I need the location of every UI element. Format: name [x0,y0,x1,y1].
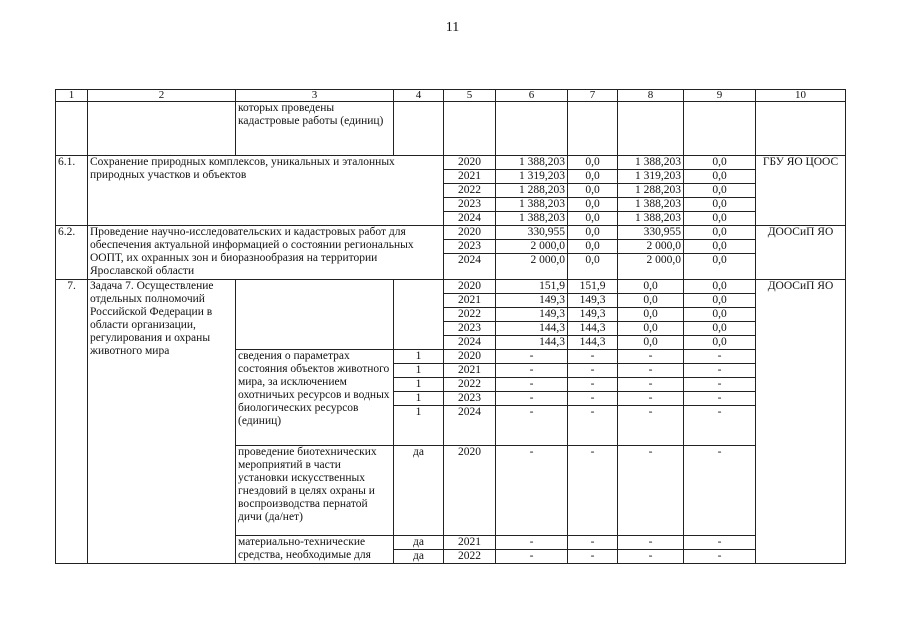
indicator-cell: материально-технические средства, необходимые для [236,536,394,564]
table-row: 2024 2 000,0 0,0 2 000,0 0,0 [56,254,846,280]
header-cell: 8 [618,90,684,102]
program-table [55,89,846,564]
table-row: 2023 2 000,0 0,0 2 000,0 0,0 [56,240,846,254]
table-row: 2024 1 388,203 0,0 1 388,203 0,0 [56,212,846,226]
row-number: 6.2. [56,226,88,280]
table-row: 1 2022 - - - - [56,378,846,392]
measure-name: Сохранение природных комплексов, уникальных и эталонных природных участков и объектов [88,156,444,226]
table-row: 1 2024 - - - - [56,406,846,446]
indicator-cell: сведения о параметрах состояния объектов животного мира, за исключением охотничьих ресурсов и водных биологических ресурсов (единиц) [236,350,394,446]
table-row: 2023 144,3 144,3 0,0 0,0 [56,322,846,336]
table-row: 2021 149,3 149,3 0,0 0,0 [56,294,846,308]
table-row: 6.1. Сохранение природных комплексов, уникальных и эталонных природных участков и объектов 2020 1 388,203 0,0 1 388,203 0,0 ГБУ ЯО ЦООС [56,156,846,170]
table-row: 2024 144,3 144,3 0,0 0,0 [56,336,846,350]
header-row [56,90,846,102]
table-row: 2022 149,3 149,3 0,0 0,0 [56,308,846,322]
table-row: да 2022 - - - - [56,550,846,564]
continuation-row [56,102,846,156]
table-row: 7. Задача 7. Осуществление отдельных полномочий Российской Федерации в области организации, регулирования и охраны животного мира 2020 151,9 151,9 0,0 0,0 ДООСиП ЯО [56,280,846,294]
executor: ГБУ ЯО ЦООС [756,156,846,226]
row-number: 6.1. [56,156,88,226]
table-row: проведение биотехнических мероприятий в части установки искусственных гнездовий в целях охраны и воспроизводства пернатой дичи (да/нет) да 2020 - - - - [56,446,846,536]
table-row: 1 2021 - - - - [56,364,846,378]
header-cell: 3 [236,90,394,102]
executor: ДООСиП ЯО [756,280,846,564]
table-row: 2023 1 388,203 0,0 1 388,203 0,0 [56,198,846,212]
header-cell: 9 [684,90,756,102]
header-cell: 1 [56,90,88,102]
row-number: 7. [56,280,88,564]
header-cell: 6 [496,90,568,102]
task-name: Задача 7. Осуществление отдельных полномочий Российской Федерации в области организации, регулирования и охраны животного мира [88,280,236,564]
table-row: 1 2023 - - - - [56,392,846,406]
table-row: 2021 1 319,203 0,0 1 319,203 0,0 [56,170,846,184]
table-row: сведения о параметрах состояния объектов животного мира, за исключением охотничьих ресурсов и водных биологических ресурсов (единиц) 1 2020 - - - - [56,350,846,364]
header-cell: 10 [756,90,846,102]
measure-name: Проведение научно-исследовательских и кадастровых работ для обеспечения актуальной информацией о состоянии региональных ООПТ, их охранных зон и биоразнообразия на территории Ярославской области [88,226,444,280]
table-row: материально-технические средства, необходимые для да 2021 - - - - [56,536,846,550]
header-cell: 2 [88,90,236,102]
indicator-cell: проведение биотехнических мероприятий в части установки искусственных гнездовий в целях охраны и воспроизводства пернатой дичи (да/нет) [236,446,394,536]
table-row: 6.2. Проведение научно-исследовательских и кадастровых работ для обеспечения актуальной информацией о состоянии региональных ООПТ, их охранных зон и биоразнообразия на территории Ярославской области 2020 330,955 0,0 330,955 0,0 ДООСиП ЯО [56,226,846,240]
page-number: 11 [445,20,460,35]
executor: ДООСиП ЯО [756,226,846,280]
header-cell: 7 [568,90,618,102]
table-row: 2022 1 288,203 0,0 1 288,203 0,0 [56,184,846,198]
header-cell: 4 [394,90,444,102]
header-cell: 5 [444,90,496,102]
indicator-cell: которых проведены кадастровые работы (единиц) [236,102,394,156]
